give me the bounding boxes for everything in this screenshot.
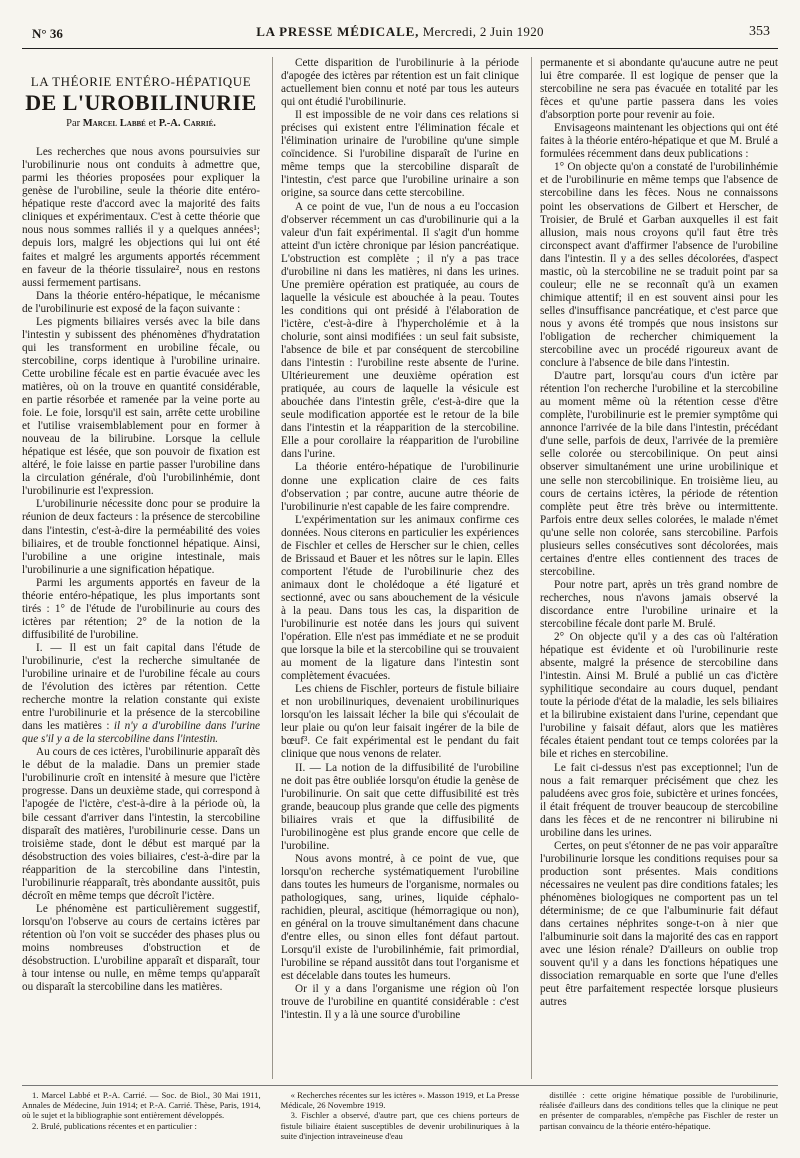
paragraph: II. — La notion de la diffusibilité de l'urobiline ne doit pas être oubliée lorsqu'on étudie la genèse de l'urobilinurie. On sait que cette diffusibilité est très grande, beaucoup plus grande que celle des pigments biliaires vrais et que la diffusibilité de l'urobilinogène est plus grande encore que celle de l'urobiline.: [281, 761, 519, 852]
column-2: [272, 57, 519, 1079]
footnote-2-continued: « Recherches récentes sur les ictères ». Masson 1919, et La Presse Médicale, 26 Novembre 1919.: [280, 1090, 520, 1111]
paragraph: Le fait ci-dessus n'est pas exceptionnel; l'un de nous a fait remarquer précisément que chez les paludéens avec gros foie, subictère et urines foncées, il était fréquent de trouver beaucoup de stercobiline dans les fèces et de ne rencontrer ni bilirubine ni urobiline dans les urines.: [540, 761, 778, 839]
page-header: [22, 22, 778, 49]
issue-number: N° 36: [32, 26, 63, 41]
paragraph: Il est impossible de ne voir dans ces relations si précises qui existent entre l'élimination fécale et l'élimination urinaire de l'urobiline qu'une simple coïncidence. Si l'urobiline disparaît de l'urine en même temps que la stercobiline disparaît de l'intestin, c'est parce que l'urobiline urinaire a son origine, sa source dans cette stercobiline.: [281, 109, 519, 200]
column-1: [22, 57, 260, 1079]
paragraph: Dans la théorie entéro-hépatique, le mécanisme de l'urobilinurie est exposé de la façon suivante :: [22, 289, 260, 315]
paragraph: Les chiens de Fischler, porteurs de fistule biliaire et non urobilinuriques, devenaient urobilinuriques lorsqu'on les laissait lécher la bile qui s'écoulait de leur plaie ou qu'on leur faisait ingérer de la bile de bœuf³. Ce fait expérimental est le pendant du fait clinique que nous venons de relater.: [281, 683, 519, 761]
paragraph: permanente et si abondante qu'aucune autre ne peut lui être comparée. Il est logique de penser que la stercobiline ne sera pas évacuée en totalité par les fèces et qu'une partie passera dans les voies d'absorption porte pour revenir au foie.: [540, 57, 778, 122]
paragraph: [22, 642, 260, 746]
author-1: Marcel Labbé: [82, 118, 146, 130]
paragraph: D'autre part, lorsqu'au cours d'un ictère par rétention l'on recherche l'urobiline et la stercobiline au moment même où la rétention cesse d'être complète, l'urobilinurie est le premier symptôme qui annonce l'arrivée de la bile dans l'intestin, précédant d'une selle, parfois de deux, l'arrivée de la première selle colorée ou stercobilinique. On peut ainsi observer simultanément une urine urobilinique et une selle non stercobilinique. En troisième lieu, au cours de certains ictères, la période de rétention complète peut être très brève ou intermittente. Parfois entre deux selles colorées, le malade n'émet qu'une selle non colorée, sans stercobiline. Parfois plusieurs selles consécutives sont décolorées, mais certaines d'entre elles contiennent des traces de stercobiline.: [540, 370, 778, 578]
article-columns: [22, 57, 778, 1079]
paragraph: Envisageons maintenant les objections qui ont été faites à la théorie entéro-hépatique et que M. Brulé a formulées récemment dans deux publications :: [540, 122, 778, 161]
footnote-3-continued: distillée : cette origine hématique possible de l'urobilinurie, réalisée d'ailleurs dans des conditions telles que la clinique ne peut en présenter de comparables, n'empêche pas Fischler de rester un partisan convaincu de la théorie entéro-hépatique.: [539, 1090, 779, 1131]
byline-and: et: [148, 118, 157, 130]
footnotes: [22, 1085, 778, 1141]
article-title-block: [22, 75, 260, 130]
paragraph: Au cours de ces ictères, l'urobilinurie apparaît dès le début de la maladie. Dans un premier stade l'urobilinurie croît en intensité à mesure que l'ictère progresse. Dans un deuxième stade, qui correspond à l'apogée de l'ictère, c'est-à-dire à la période où, la bile cessant d'arriver dans l'intestin, la stercobiline disparaît des matières, l'urobilinurie cesse. Dans un troisième stade, dont le début est marqué par la désobstruction des voies biliaires, c'est-à-dire par la réapparition de la stercobiline dans l'intestin, l'urobilinurie réapparaît, très abondante aussitôt, puis décroît en même temps que décroît l'ictère.: [22, 746, 260, 902]
page-number: 353: [749, 24, 770, 39]
column-3: [531, 57, 778, 1079]
paragraph: Certes, on peut s'étonner de ne pas voir apparaître l'urobilinurie lorsque les conditions requises pour sa production sont présentes. Mais conditions nécessaires ne veulent pas dire conditions fatales; les phénomènes biologiques ne comportent pas un tel déterminisme; de ce que l'albuminurie fait défaut dans certaines néphrites songe-t-on à nier que l'albuminurie soit dans la majorité des cas en rapport avec une lésion rénale? D'ailleurs on oublie trop souvent qu'il y a dans les fonctions hépatiques une dissociation remarquable en sorte que l'une d'elles peut être parfaitement respectée lorsque plusieurs autres: [540, 839, 778, 1009]
paragraph: A ce point de vue, l'un de nous a eu l'occasion d'observer récemment un cas d'urobilinurie qui a la valeur d'un fait expérimental. Il s'agit d'un homme atteint d'un ictère chronique par lésion pancréatique. L'obstruction est complète ; il n'y a pas trace d'urobiline ni dans les matières, ni dans les urines. Une première opération est pratiquée, au cours de laquelle la vésicule est abouchée à la peau. Toutes les conditions qui ont présidé à l'élaboration de l'ictère, c'est-à-dire à l'hypercholémie et à la cholurie, sont ainsi modifiées : un seul fait subsiste, l'absence de bile et par conséquent de stercobiline dans l'intestin : l'urobiline reste absente de l'urine. Ultérieurement une deuxième opération est pratiquée, au cours de laquelle la vésicule est abouchée dans l'intestin grêle, c'est-à-dire que la seule modification apportée est le retour de la bile dans l'intestin et la réapparition de la stercobiline. Elle a pour corollaire la réapparition de l'urobiline dans l'urine.: [281, 200, 519, 461]
footnote-1: 1. Marcel Labbé et P.-A. Carrié. — Soc. de Biol., 30 Mai 1911, Annales de Médecine, Juin 1914; et P.-A. Carrié. Thèse, Paris, 1914, où le sujet et la bibliographie sont entièrement développés.: [22, 1090, 261, 1121]
byline: [22, 117, 260, 130]
paragraph: L'expérimentation sur les animaux confirme ces données. Nous citerons en particulier les expériences de Fischler et celles de Herscher sur le chien, celles de Brissaud et Bauer et les nôtres sur le lapin. Elles comportent l'étude de l'urobilinurie chez des animaux dont le cholédoque a été ligaturé et sectionné, avec ou sans abouchement de la vésicule à la peau. Dans tous les cas, la disparition de l'urobilinurie est notée dans les jours qui suivent l'opération. Elle n'est pas immédiate et ne se produit que lorsque la bile et la stercobiline qui se trouvaient au moment de la ligature dans l'intestin sont complètement évacuées.: [281, 513, 519, 683]
emphasis-text: il n'y a d'urobiline dans l'urine que s'il y a de la stercobiline dans l'intestin.: [22, 720, 260, 746]
paragraph: Nous avons montré, à ce point de vue, que lorsqu'on recherche systématiquement l'urobiline dans toutes les humeurs de l'organisme, normales ou pathologiques, sang, urines, liquide céphalo-rachidien, pleural, ascitique (hémorragique ou non), en général on la trouve simultanément dans chacune d'entre elles, ou sinon elles font défaut partout. Lorsqu'il existe de l'urobilinhémie, fait primordial, l'urobiline se répand aussitôt dans tout l'organisme et est décelable dans toutes les humeurs.: [281, 852, 519, 983]
footnote-2: 2. Brulé, publications récentes et en particulier :: [32, 1120, 197, 1131]
paragraph: Pour notre part, après un très grand nombre de recherches, nous n'avons jamais observé la discordance entre l'urobiline urinaire et la stercobiline fécale dont parle M. Brulé.: [540, 578, 778, 631]
issue-date: Mercredi, 2 Juin 1920: [422, 24, 544, 39]
paragraph: Les pigments biliaires versés avec la bile dans l'intestin y subissent des phénomènes d'hydratation qui les transforment en urobiline fécale, ou stercobiline, corps identique à l'urobiline urinaire. Cette urobiline fécale est en partie évacuée avec les matières, où on la trouve en quantité considérable, en partie résorbée et ramenée par la veine porte au foie. Le foie, lorsqu'il est sain, arrête cette urobiline et l'utilise vraisemblablement pour en former à nouveau de la bilirubine. Lorsque la cellule hépatique est lésée, que son pouvoir de fixation est altéré, le foie laisse en partie passer l'urobiline dans la circulation générale, d'où l'urobilinhémie, dont l'urobilinurie est l'expression.: [22, 315, 260, 498]
footnote-3: 3. Fischler a observé, d'autre part, que ces chiens porteurs de fistule biliaire étaient susceptibles de devenir urobilinuriques à la suite d'injection intraveineuse d'eau: [280, 1110, 520, 1141]
paragraph: La théorie entéro-hépatique de l'urobilinurie donne une explication claire de ces faits d'observation ; par contre, aucune autre théorie de l'urobilinurie n'est capable de les faire comprendre.: [281, 461, 519, 513]
newspaper-name: LA PRESSE MÉDICALE,: [256, 24, 420, 39]
paragraph: Parmi les arguments apportés en faveur de la théorie entéro-hépatique, les plus importants sont tirés : 1° de l'étude de l'urobilinurie au cours des ictères par rétention; 2° de la notion de la diffusibilité de l'urobiline.: [22, 576, 260, 641]
paragraph: Or il y a dans l'organisme une région où l'on trouve de l'urobiline en quantité considérable : c'est l'intestin. Il y a là une source d'urobiline: [281, 983, 519, 1022]
author-2: P.-A. Carrié.: [158, 118, 216, 130]
masthead: [22, 24, 778, 40]
footnote-column-1: [22, 1090, 261, 1141]
paragraph: Les recherches que nous avons poursuivies sur l'urobilinurie nous ont conduits à admettre que, parmi les théories proposées pour expliquer la genèse de l'urobiline, seule la théorie dite entéro-hépatique reste d'accord avec la majorité des faits cliniques et expérimentaux. C'est à cette théorie que nous nous sommes ralliés il y a quelques années¹; depuis lors, malgré les objections qui lui ont été faites et malgré les arguments apportés récemment en faveur de la théorie tissulaire², nous en restons aussi fermement partisans.: [22, 146, 260, 289]
paragraph: Cette disparition de l'urobilinurie à la période d'apogée des ictères par rétention est un fait clinique actuellement bien connu et noté par tous les auteurs qui ont étudié l'urobilinurie.: [281, 57, 519, 109]
paragraph: 2° On objecte qu'il y a des cas où l'altération hépatique est évidente et où l'urobilinurie reste absente, malgré la présence de stercobiline dans l'intestin. Ainsi M. Brulé a publié un cas d'ictère syphilitique secondaire au cours duquel, pendant toute la période d'état de la maladie, les sels biliaires et la bilirubine existaient dans l'urine, cependant que l'urobiline y faisait défaut, alors que les matières fécales étaient pendant tout ce temps colorées par la bile et riches en stercobiline.: [540, 631, 778, 761]
paragraph: L'urobilinurie nécessite donc pour se produire la réunion de deux facteurs : la présence de stercobiline dans l'intestin, c'est-à-dire la perméabilité des voies biliaires, et de trouble fonctionnel hépatique. Ainsi, l'urobiline a une origine intestinale, mais l'urobilinurie a une signification hépatique.: [22, 498, 260, 576]
footnote-column-2: [273, 1090, 520, 1141]
paragraph: Le phénomène est particulièrement suggestif, lorsqu'on l'observe au cours de certains ictères par rétention où l'on voit se succéder des phases plus ou moins nombreuses d'obstruction et de désobstruction. L'urobiline apparaît et disparaît, tour à tour intense ou nulle, en même temps qu'apparaît ou disparaît la stercobiline dans les matières.: [22, 902, 260, 994]
footnote-column-3: [531, 1090, 778, 1141]
paragraph-text: I. — Il est un fait capital dans l'étude de l'urobilinurie, c'est la recherche simultanée de l'urobiline urinaire et de l'urobiline fécale au cours de l'évolution des ictères par rétention. Cette recherche montre la relation constante qui existe entre l'urobilinurie et la présence de la stercobiline dans les matières :: [22, 641, 260, 733]
paragraph: 1° On objecte qu'on a constaté de l'urobilinhémie et de l'urobilinurie en même temps que l'absence de stercobiline dans les fèces. Nous ne connaissons point les observations de Gilbert et Herscher, de Troisier, de Brulé et Garban auxquelles il est fait allusion, mais nous croyons qu'il faut être très circonspect avant d'affirmer l'absence de l'urobiline dans l'intestin. Il y a des selles décolorées, d'aspect mastic, où la stercobiline ne se traduit point par sa couleur; elle ne se reconnaît qu'à un examen chimique attentif; il en est souvent ainsi pour les selles d'insuffisance pancréatique, et c'est parce que nous y avons été trompés que nous insistons sur l'obligation de rechercher chimiquement la stercobiline avec un procédé rigoureux avant de conclure à l'absence de bile dans l'intestin.: [540, 161, 778, 370]
byline-par: Par: [66, 118, 81, 130]
article-title: DE L'UROBILINURIE: [25, 90, 257, 116]
article-kicker: LA THÉORIE ENTÉRO-HÉPATIQUE: [30, 74, 252, 89]
